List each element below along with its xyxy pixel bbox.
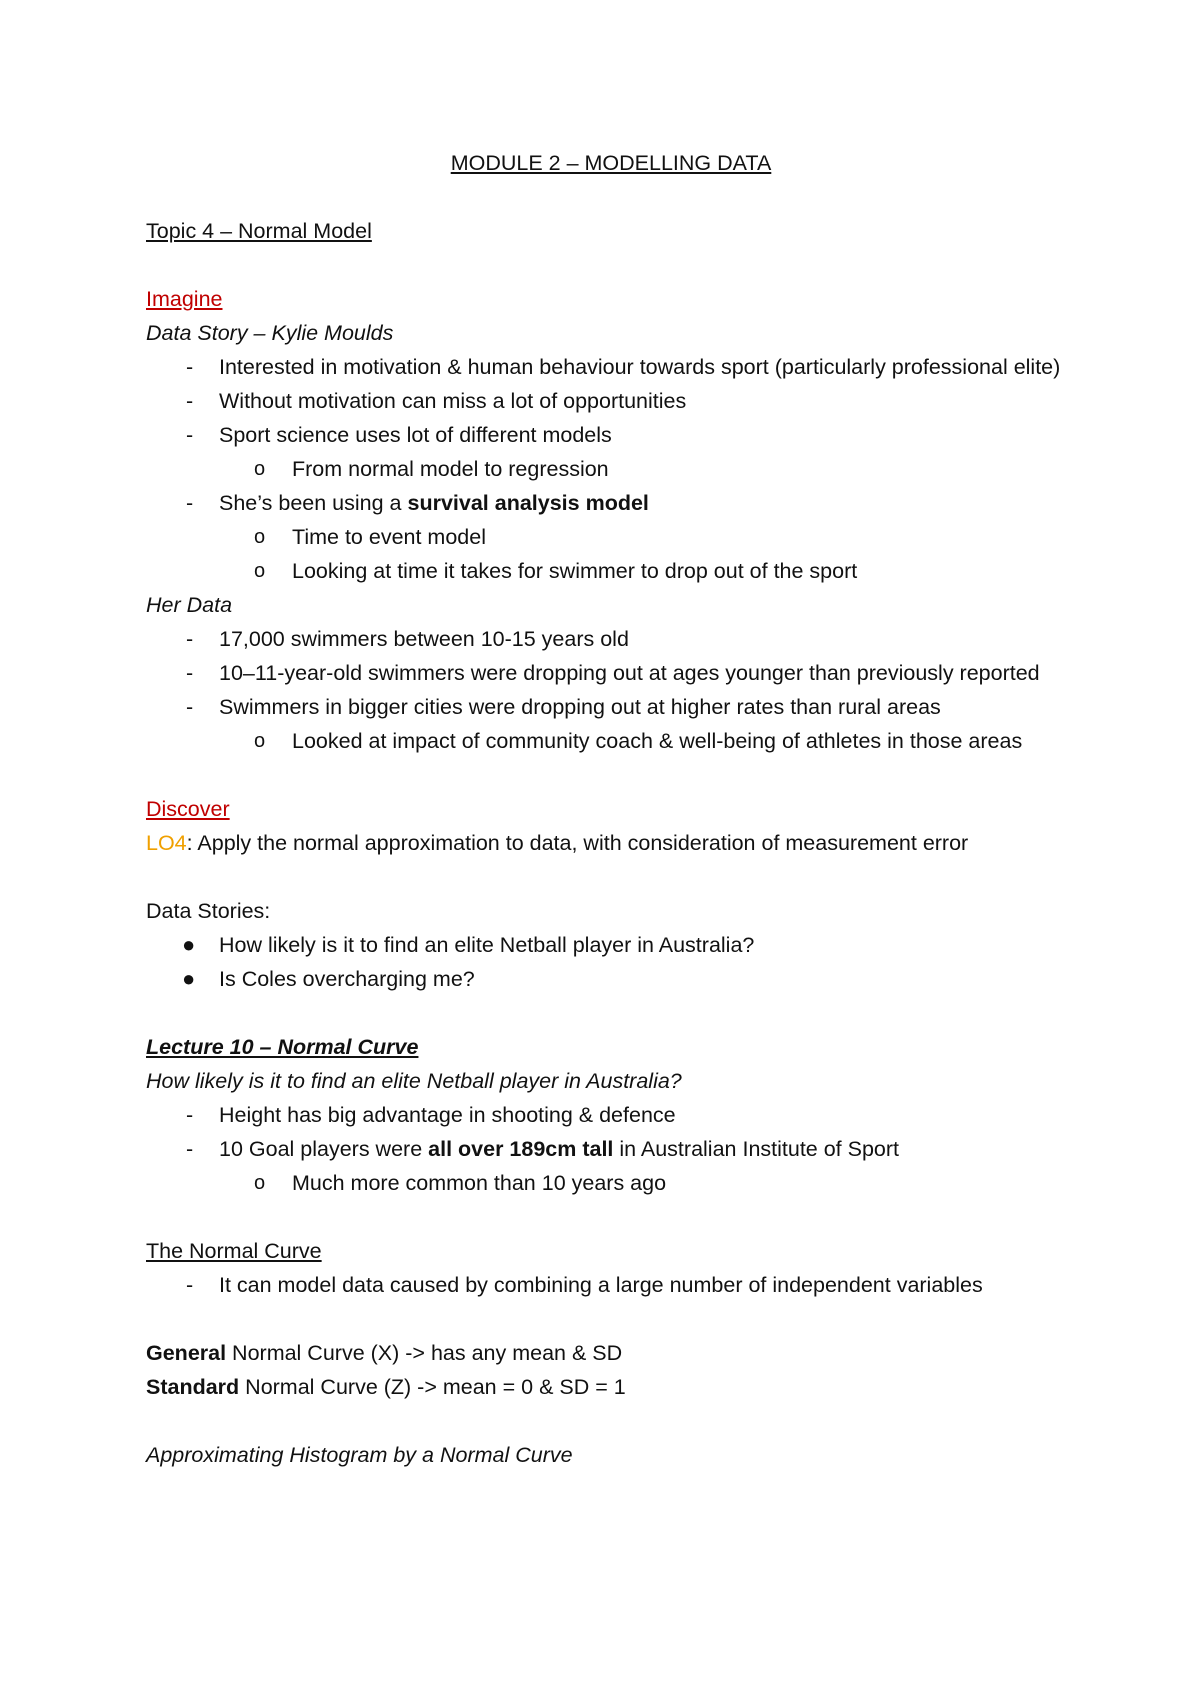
general-normal-curve: General Normal Curve (X) -> has any mean & SD — [146, 1341, 623, 1365]
sub-list-item: o Looking at time it takes for swimmer to drop out of the sport — [254, 559, 858, 583]
approximating-heading: Approximating Histogram by a Normal Curve — [146, 1443, 573, 1467]
topic-heading: Topic 4 – Normal Model — [146, 219, 372, 243]
list-item: - 10 Goal players were all over 189cm tall in Australian Institute of Sport — [186, 1137, 900, 1161]
document-content — [146, 146, 1076, 1472]
discover-heading: Discover — [146, 797, 230, 821]
list-item: - It can model data caused by combining a large number of independent variables — [186, 1273, 983, 1297]
list-item: - Height has big advantage in shooting & defence — [186, 1103, 676, 1127]
sub-list-item: o Looked at impact of community coach & well-being of athletes in those areas — [254, 729, 1023, 753]
module-title: MODULE 2 – MODELLING DATA — [450, 151, 772, 175]
sub-list-item: o Time to event model — [254, 525, 486, 549]
list-item: - 17,000 swimmers between 10-15 years old — [186, 627, 629, 651]
normal-curve-heading: The Normal Curve — [146, 1239, 322, 1263]
her-data-title: Her Data — [146, 593, 233, 617]
lecture-question: How likely is it to find an elite Netball player in Australia? — [146, 1069, 682, 1093]
standard-normal-curve: Standard Normal Curve (Z) -> mean = 0 & SD = 1 — [146, 1375, 626, 1399]
bullet-item: ● Is Coles overcharging me? — [182, 966, 475, 991]
list-item: - She’s been using a survival analysis model — [186, 491, 649, 515]
list-item: - Sport science uses lot of different models — [186, 423, 612, 447]
sub-list-item: o From normal model to regression — [254, 457, 609, 481]
list-item: - Without motivation can miss a lot of opportunities — [186, 389, 687, 413]
bullet-item: ● How likely is it to find an elite Netball player in Australia? — [182, 932, 755, 957]
learning-outcome: LO4: Apply the normal approximation to data, with consideration of measurement error — [146, 831, 969, 855]
data-stories-label: Data Stories: — [146, 899, 271, 923]
lecture-heading: Lecture 10 – Normal Curve — [146, 1035, 419, 1059]
list-item: - Interested in motivation & human behaviour towards sport (particularly professional elite) — [186, 355, 1061, 379]
list-item: - 10–11-year-old swimmers were dropping out at ages younger than previously reported — [186, 661, 1040, 685]
list-item: - Swimmers in bigger cities were dropping out at higher rates than rural areas — [186, 695, 941, 719]
imagine-heading: Imagine — [146, 287, 223, 311]
sub-list-item: o Much more common than 10 years ago — [254, 1171, 667, 1195]
data-story-title: Data Story – Kylie Moulds — [146, 321, 394, 345]
